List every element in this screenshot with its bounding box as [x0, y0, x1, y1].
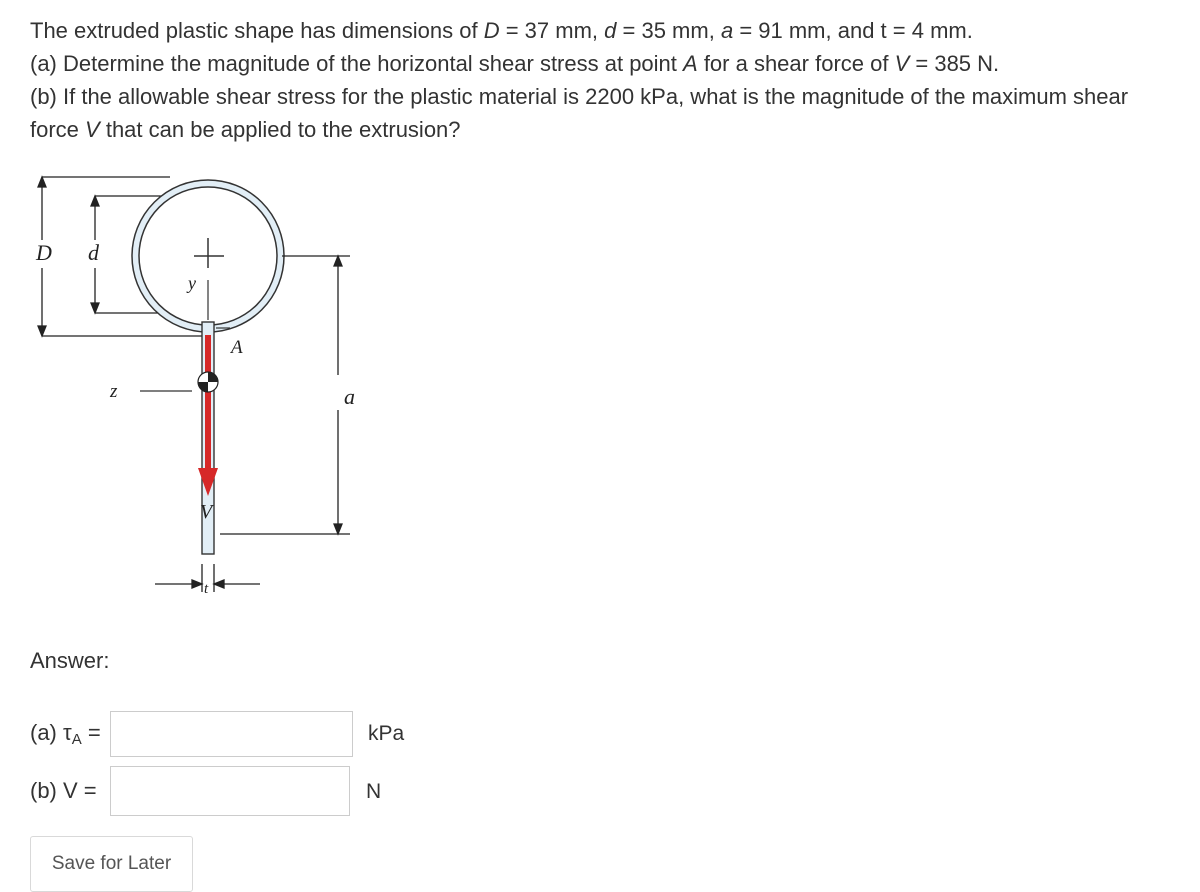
question-text: [30, 14, 1180, 146]
question-part-a: (a) Determine the magnitude of the horizontal shear stress at point A for a shear force of V = 385 N.: [30, 51, 1000, 76]
answer-heading: Answer:: [30, 648, 110, 673]
shear-force-arrow: [198, 335, 218, 496]
label-d: d: [88, 240, 99, 265]
save-for-later-button[interactable]: Save for Later: [30, 836, 193, 892]
label-D: D: [36, 240, 52, 265]
label-z: z: [110, 381, 118, 402]
label-y: y: [188, 273, 196, 293]
question-part-b: (b) If the allowable shear stress for the plastic material is 2200 kPa, what is the magnitude of the maximum shear force V that can be applied to the extrusion?: [30, 84, 1129, 142]
extrusion-figure: [20, 160, 400, 610]
answer-b-label: (b) V =: [30, 778, 97, 803]
centroid-symbol: [198, 372, 218, 392]
answer-a-unit: kPa: [368, 722, 405, 745]
label-V: V: [200, 501, 213, 523]
label-a: a: [344, 384, 355, 409]
label-A: A: [231, 337, 243, 358]
label-t: t: [204, 581, 209, 597]
answer-b-input[interactable]: [110, 766, 350, 816]
answer-a-input[interactable]: [110, 711, 353, 757]
answer-a-label: (a) τA =: [30, 720, 101, 748]
answer-b-unit: N: [366, 780, 382, 803]
question-intro: The extruded plastic shape has dimensions of D = 37 mm, d = 35 mm, a = 91 mm, and t = 4 mm.: [30, 18, 973, 43]
